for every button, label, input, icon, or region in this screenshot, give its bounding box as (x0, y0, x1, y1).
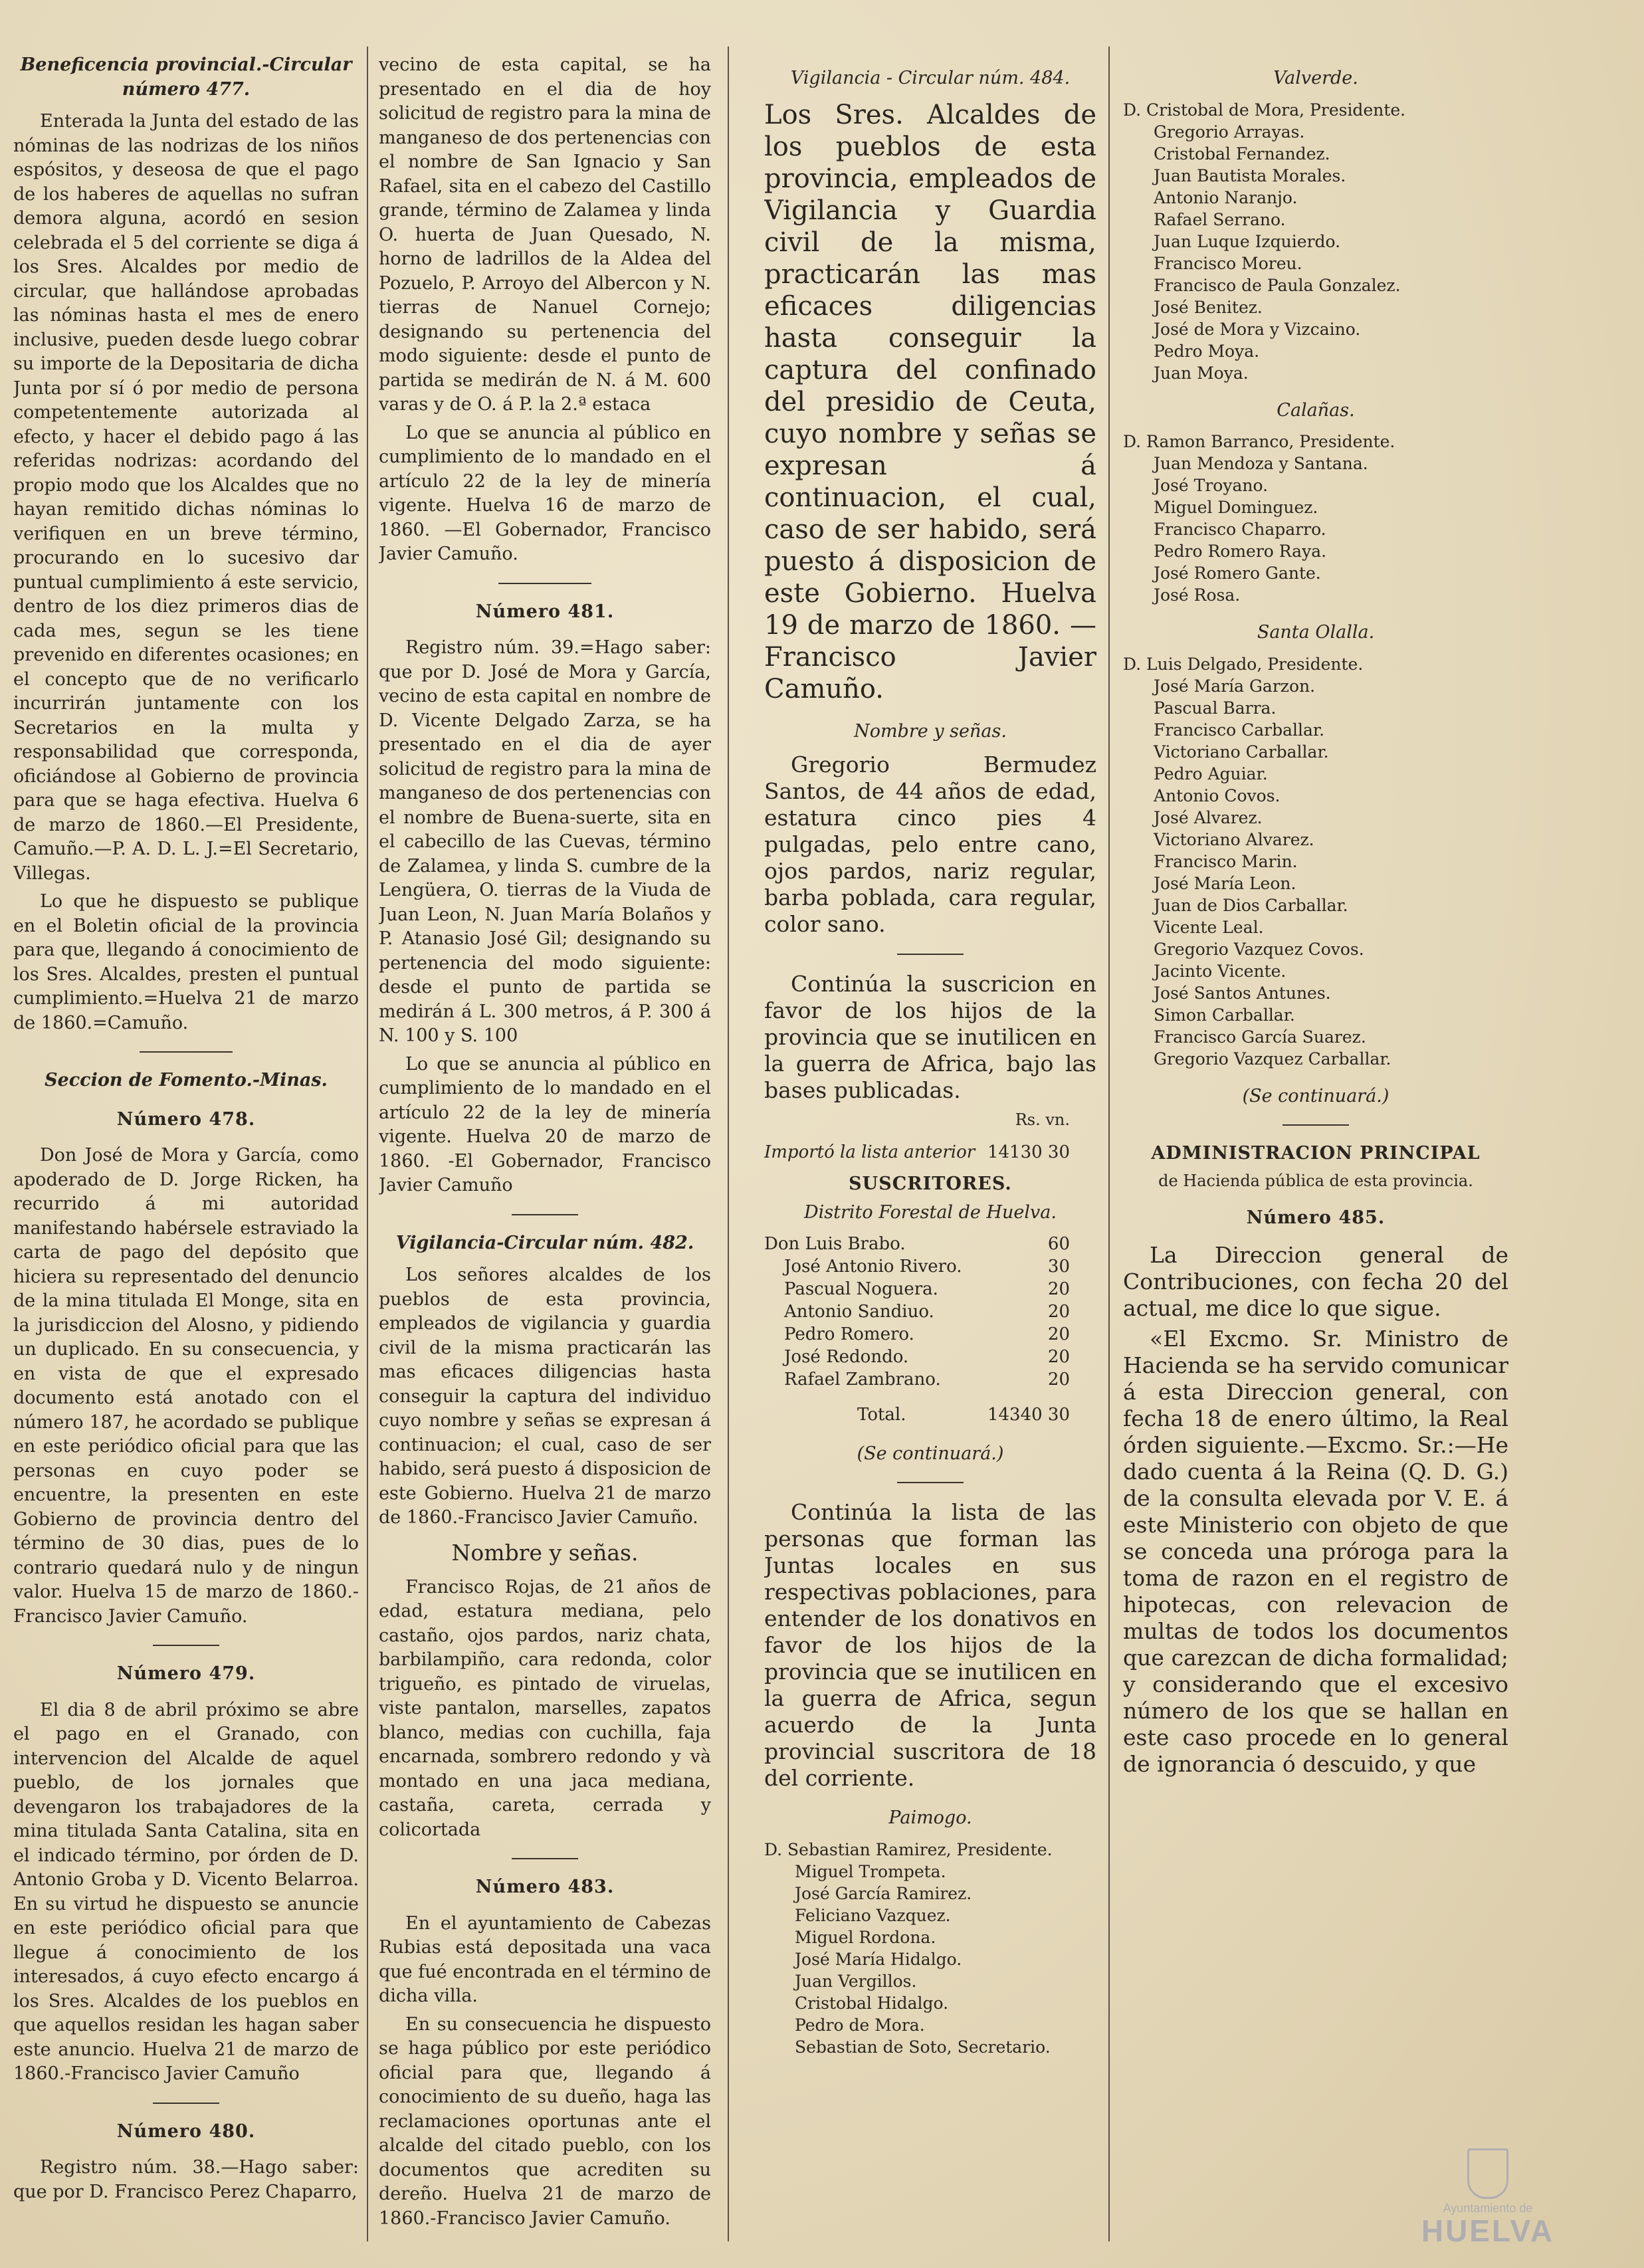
paragraph: Lo que se anuncia al público en cumplimiento de lo mandado en el artículo 22 de la ley de minería vigente. Huelva 16 de marzo de 1860. —El Gobernador, Francisco Javier Camuño. (379, 422, 711, 564)
separator (897, 954, 964, 955)
table-row (764, 1323, 1096, 1346)
subscriber-name: Pedro Romero. (784, 1324, 914, 1344)
list-item: José Romero Gante. (1154, 564, 1321, 583)
huelva-watermark-logo (1378, 2148, 1597, 2248)
total-value: 14340 30 (987, 1405, 1070, 1425)
list-item: Pedro Moya. (1154, 341, 1260, 361)
coat-of-arms-icon (1467, 2148, 1508, 2199)
name-list (1123, 653, 1508, 1070)
notice-number: Número 478. (116, 1108, 256, 1130)
list-item: D. Cristobal de Mora, Presidente. (1123, 100, 1406, 120)
notice-number: Número 483. (475, 1877, 615, 1897)
list-item: Francisco Marin. (1154, 851, 1298, 871)
section-heading: Vigilancia-Circular núm. 482. (395, 1232, 694, 1253)
name-list (1123, 99, 1508, 384)
list-item: Juan Vergillos. (795, 1971, 917, 1991)
column-rule (1108, 47, 1110, 2241)
paragraph: Lo que he dispuesto se publique en el Boletin oficial de la provincia para que, llegando á conocimiento de los Sres. Alcaldes, presten el puntual cumplimiento.=Huelva 21 de marzo de 1860.=Camuño. (13, 891, 359, 1033)
notice-number: Número 480. (116, 2120, 256, 2142)
separator (153, 1645, 219, 1646)
subscriber-name: José Redondo. (784, 1347, 909, 1367)
paragraph: El dia 8 de abril próximo se abre el pago en el Granado, con intervencion del Alcalde de aquel pueblo, de los jornales que devengaron los trabajadores de la mina titulada Santa Catalina, sita en el indicado término, por órden de D. Antonio Groba y D. Vicento Belarroa. En su virtud he dispuesto se anuncie en este periódico oficial para que llegue á conocimiento de los interesados, á cuyo efecto encargo á los Sres. Alcaldes de los pueblos en que aquellos residan les hagan saber este anuncio. Huelva 21 de marzo de 1860.-Francisco Javier Camuño (13, 1699, 359, 2084)
paragraph: Don José de Mora y García, como apoderado de D. Jorge Ricken, ha recurrido á mi autoridad manifestando habérsele estraviado la carta de pago del depósito que hiciera su representado del denuncio de la mina titulada El Monge, sita en la jurisdiccion del Alosno, y pidiendo un duplicado. En su consecuencia, y en vista de que el expresado documento está anotado con el número 187, he acordado se publique en este periódico oficial para que las personas en cuyo poder se encuentre, la presenten en este Gobierno de provincia dentro del término de 30 dias, pues de lo contrario quedará nulo y de ningun valor. Huelva 15 de marzo de 1860.-Francisco Javier Camuño. (13, 1145, 359, 1627)
section-subheading: de Hacienda pública de esta provincia. (1158, 1171, 1473, 1190)
list-item: Jacinto Vicente. (1154, 961, 1286, 981)
column-3 (764, 66, 1096, 2241)
list-item: Juan Mendoza y Santana. (1154, 454, 1368, 473)
paragraph: En su consecuencia he dispuesto se haga público por este periódico oficial para que, llegando á conocimiento de su dueño, haga las reclamaciones oportunas ante el alcalde del citado pueblo, con los documentos que acrediten su dereño. Huelva 21 de marzo de 1860.-Francisco Javier Camuño. (379, 2013, 711, 2229)
paragraph: Los Sres. Alcaldes de los pueblos de esta provincia, empleados de Vigilancia y Guardia civil de la misma, practicarán las mas eficaces diligencias hasta conseguir la captura del confinado del presidio de Ceuta, cuyo nombre y señas se expresan á continuacion, el cual, caso de ser habido, será puesto á disposicion de este Gobierno. Huelva 19 de marzo de 1860. —Francisco Javier Camuño. (764, 99, 1096, 704)
paragraph: Lo que se anuncia al público en cumplimiento de lo mandado en el artículo 22 de la ley de minería vigente. Huelva 20 de marzo de 1860. -El Gobernador, Francisco Javier Camuño (379, 1053, 711, 1195)
list-item: Simon Carballar. (1154, 1005, 1295, 1025)
section-heading: Seccion de Fomento.-Minas. (45, 1070, 328, 1090)
total-label: Total. (857, 1405, 906, 1425)
table-row (764, 1368, 1096, 1391)
list-item: José Troyano. (1154, 476, 1269, 495)
subscriber-name: Pascual Noguera. (784, 1279, 938, 1299)
to-be-continued: (Se continuará.) (1242, 1085, 1389, 1106)
list-item: Juan Luque Izquierdo. (1154, 231, 1341, 251)
subscriber-amount: 30 (1047, 1257, 1070, 1277)
list-item: D. Ramon Barranco, Presidente. (1123, 432, 1395, 451)
list-item: Francisco Carballar. (1154, 720, 1325, 740)
separator (897, 1482, 964, 1483)
town-heading: Paimogo. (888, 1807, 972, 1828)
list-item: Gregorio Vazquez Covos. (1154, 939, 1364, 959)
list-item: Cristobal Fernandez. (1154, 144, 1330, 163)
table-row (764, 1233, 1096, 1255)
list-item: Juan Moya. (1154, 363, 1249, 383)
separator (153, 2103, 219, 2104)
separator (512, 1858, 578, 1859)
subscriber-amount: 60 (1047, 1234, 1070, 1254)
list-item: José Benitez. (1154, 297, 1263, 317)
paragraph: Enterada la Junta del estado de las nóminas de las nodrizas de los niños espósitos, y deseosa de que el pago de los haberes de aquellas no sufran demora alguna, acordó en sesion celebrada el 5 del corriente se diga á los Sres. Alcaldes por medio de circular, que hallándose aprobadas las nóminas hasta el mes de enero inclusive, pueden desde luego cobrar su importe de la Depositaria de dicha Junta por sí ó por medio de persona competentemente autorizada al efecto, y hacer el debido pago á las referidas nodrizas: acordando del propio modo que los Alcaldes que no hayan remitido dichas nóminas lo verifiquen en un breve término, procurando en lo sucesivo dar puntual cumplimiento á este servicio, dentro de los diez primeros dias de cada mes, segun se les tiene prevenido en diferentes ocasiones; en el concepto que de no verificarlo incurrirán juntamente con los Secretarios en la multa y responsabilidad que corresponda, oficiándose al Gobierno de provincia para que se haga efectiva. Huelva 6 de marzo de 1860.—El Presidente, Camuño.—P. A. D. L. J.=El Secretario, Villegas. (13, 111, 359, 884)
subheading: Nombre y señas. (854, 720, 1007, 742)
list-item: Juan Bautista Morales. (1154, 165, 1346, 185)
paragraph: Continúa la suscricion en favor de los hijos de la provincia que se inutilicen en la guerra de Africa, bajo las bases publicadas. (764, 971, 1096, 1103)
list-item: Miguel Dominguez. (1154, 498, 1318, 517)
notice-number: Número 481. (475, 601, 615, 622)
previous-total-value: 14130 30 (987, 1142, 1070, 1162)
list-item: Pedro Aguiar. (1154, 764, 1268, 783)
subscriber-name: Antonio Sandiuo. (784, 1302, 934, 1322)
list-item: Antonio Covos. (1154, 785, 1281, 805)
separator (140, 1051, 233, 1053)
subscribers-table (764, 1233, 1096, 1391)
list-item: José María Garzon. (1154, 676, 1316, 696)
table-row (764, 1278, 1096, 1300)
table-row (764, 1300, 1096, 1323)
paragraph: vecino de esta capital, se ha presentado en el dia de hoy solicitud de registro para la mina de manganeso de dos pertenencias con el nombre de San Ignacio y San Rafael, sita en el cabezo del Castillo grande, término de Zalamea y linda O. huerta de Juan Quesado, N. horno de ladrillos de la Aldea del Pozuelo, P. Arroyo del Albercon y N. tierras de Nanuel Cornejo; designando su pertenencia del modo siguiente: desde el punto de partida se medirán de N. á M. 600 varas y de O. á P. la 2.ª estaca (379, 54, 711, 415)
subscriber-amount: 20 (1047, 1302, 1070, 1322)
notice-number: Número 479. (116, 1663, 256, 1684)
section-heading: ADMINISTRACION PRINCIPAL (1151, 1143, 1481, 1164)
subscriber-amount: 20 (1047, 1347, 1070, 1367)
column-2 (379, 53, 711, 2241)
list-item: Francisco Moreu. (1154, 253, 1302, 273)
subscriber-amount: 20 (1047, 1324, 1070, 1344)
list-item: Victoriano Carballar. (1154, 742, 1329, 762)
subscriber-name: José Antonio Rivero. (784, 1257, 962, 1277)
separator (1283, 1124, 1349, 1126)
paragraph: Gregorio Bermudez Santos, de 44 años de edad, estatura cinco pies 4 pulgadas, pelo entre cano, ojos pardos, nariz regular, barba poblada, cara regular, color sano. (764, 752, 1096, 937)
subscriber-name: Don Luis Brabo. (764, 1234, 906, 1254)
list-item: Francisco Chaparro. (1154, 520, 1326, 539)
paragraph: La Direccion general de Contribuciones, con fecha 20 del actual, me dice lo que sigue. (1123, 1242, 1508, 1321)
list-item: José de Mora y Vizcaino. (1154, 319, 1361, 339)
separator (498, 583, 591, 584)
list-item: Miguel Trompeta. (795, 1861, 946, 1881)
notice-number: Número 485. (1246, 1207, 1386, 1228)
name-list (1123, 431, 1508, 606)
name-list (764, 1839, 1096, 2058)
paragraph: Registro núm. 38.—Hago saber: que por D. Francisco Perez Chaparro, (13, 2157, 359, 2202)
subheading: Nombre y señas. (451, 1539, 639, 1566)
column-rule (367, 47, 368, 2241)
paragraph: «El Excmo. Sr. Ministro de Hacienda se ha servido comunicar á esta Direccion general, con fecha 18 de enero último, la Real órden siguiente.—Excmo. Sr.:—He dado cuenta á la Reina (Q. D. G.) de la consulta elevada por V. E. á este Ministerio con objeto de que se conceda una próroga para la toma de razon en el registro de hipotecas, con relevacion de multas de todos los documentos que carezcan de dicha formalidad; y considerando que el excesivo número de los que se hallan en este caso procede en lo general de ignorancia ó descuido, y que (1123, 1326, 1508, 1777)
list-item: Vicente Leal. (1154, 917, 1264, 937)
list-item: Victoriano Alvarez. (1154, 829, 1314, 849)
to-be-continued: (Se continuará.) (857, 1443, 1004, 1464)
paragraph: En el ayuntamiento de Cabezas Rubias está depositada una vaca que fué encontrada en el término de dicha villa. (379, 1912, 711, 2006)
town-heading: Valverde. (1273, 68, 1358, 88)
paragraph: Registro núm. 39.=Hago saber: que por D. José de Mora y García, vecino de esta capital en nombre de D. Vicente Delgado Zarza, se ha presentado en el dia de ayer solicitud de registro para la mina de manganeso de dos pertenencias con el nombre de Buena-suerte, sita en el cabecillo de las Cuevas, término de Zalamea, y linda S. cumbre de la Lengüera, O. tierras de la Viuda de Juan Leon, N. Juan María Bolaños y P. Atanasio José Gil; designando su pertenencia del modo siguiente: desde el punto de partida se medirán á L. 300 metros, á P. 300 á N. 100 y S. 100 (379, 637, 711, 1046)
town-heading: Calañas. (1277, 399, 1355, 421)
list-item: Francisco de Paula Gonzalez. (1154, 275, 1401, 295)
section-heading: Vigilancia - Circular núm. 484. (790, 68, 1071, 88)
list-item: Sebastian de Soto, Secretario. (795, 2037, 1051, 2057)
logo-line-2: HUELVA (1421, 2214, 1555, 2248)
subscribers-heading: SUSCRITORES. (849, 1174, 1012, 1194)
district-heading: Distrito Forestal de Huelva. (804, 1201, 1057, 1223)
section-heading: Beneficencia provincial.-Circular número 477. (20, 54, 352, 100)
list-item: Pedro Romero Raya. (1154, 542, 1327, 561)
list-item: José Santos Antunes. (1154, 983, 1331, 1003)
list-item: José María Hidalgo. (795, 1949, 962, 1969)
list-item: José Rosa. (1154, 585, 1241, 605)
total-row (764, 1403, 1096, 1427)
list-item: Antonio Naranjo. (1154, 187, 1298, 207)
table-row (764, 1255, 1096, 1278)
separator (512, 1214, 578, 1215)
list-item: Gregorio Vazquez Carballar. (1154, 1049, 1391, 1069)
town-heading: Santa Olalla. (1257, 622, 1375, 643)
list-item: Cristobal Hidalgo. (795, 1993, 949, 2013)
paragraph: Los señores alcaldes de los pueblos de esta provincia, empleados de vigilancia y guardia civil de la misma practicarán las mas eficaces diligencias hasta conseguir la captura del individuo cuyo nombre y señas se expresan á continuacion; el cual, caso de ser habido, será puesto á disposicion de este Gobierno. Huelva 21 de marzo de 1860.-Francisco Javier Camuño. (379, 1265, 711, 1528)
list-item: José María Leon. (1154, 873, 1296, 893)
column-rule (728, 47, 729, 2241)
previous-total-label: Importó la lista anterior (764, 1142, 976, 1162)
list-item: José García Ramirez. (795, 1883, 972, 1903)
subscriber-amount: 20 (1047, 1370, 1070, 1390)
list-item: Pascual Barra. (1154, 698, 1277, 718)
subscriber-amount: 20 (1047, 1279, 1070, 1299)
list-item: Gregorio Arrayas. (1154, 122, 1305, 142)
list-item: Miguel Rordona. (795, 1927, 936, 1947)
list-item: José Alvarez. (1154, 807, 1263, 827)
subscriber-name: Rafael Zambrano. (784, 1370, 941, 1390)
list-item: Francisco García Suarez. (1154, 1027, 1366, 1047)
paragraph: Francisco Rojas, de 21 años de edad, estatura mediana, pelo castaño, ojos pardos, nariz chata, barbilampiño, cara redonda, color trigueño, es pintado de viruelas, viste pantalon, marselles, zapatos blanco, medias con cuchilla, faja encarnada, sombrero redondo y và montado en una jaca mediana, castaña, careta, cerrada y colicortada (379, 1576, 711, 1840)
list-item: Rafael Serrano. (1154, 209, 1286, 229)
list-item: Pedro de Mora. (795, 2015, 925, 2035)
column-1 (13, 53, 359, 2241)
column-4 (1123, 66, 1508, 2241)
currency-label: Rs. vn. (1015, 1110, 1070, 1129)
paragraph: Continúa la lista de las personas que forman las Juntas locales en sus respectivas poblaciones, para entender de los donativos en favor de los hijos de la provincia que se inutilicen en la guerra de Africa, segun acuerdo de la Junta provincial suscritora de 18 del corriente. (764, 1499, 1096, 1791)
table-row (764, 1346, 1096, 1368)
list-item: Juan de Dios Carballar. (1154, 895, 1348, 915)
list-item: Feliciano Vazquez. (795, 1905, 951, 1925)
list-item: D. Sebastian Ramirez, Presidente. (764, 1839, 1053, 1859)
previous-total (764, 1140, 1096, 1165)
list-item: D. Luis Delgado, Presidente. (1123, 654, 1364, 674)
logo-line-1: Ayuntamiento de (1443, 2202, 1533, 2215)
